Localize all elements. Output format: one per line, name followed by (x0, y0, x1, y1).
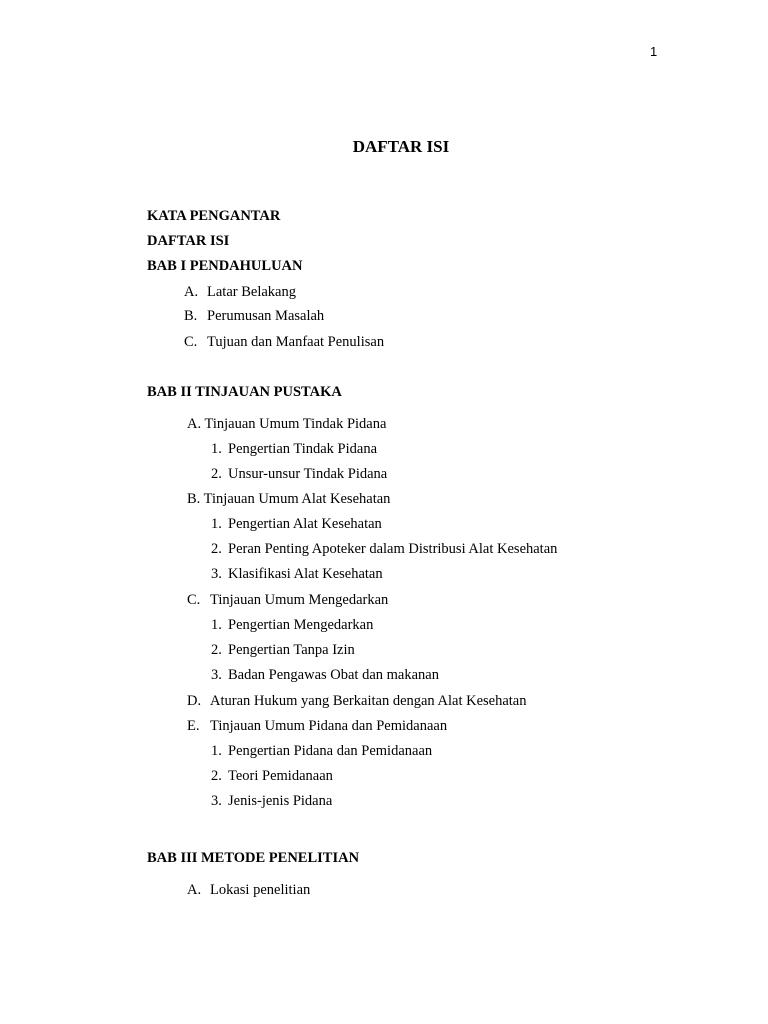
list-marker: 1. (211, 743, 222, 759)
toc-item-text: Tinjauan Umum Tindak Pidana (204, 416, 387, 432)
toc-item-text: Badan Pengawas Obat dan makanan (228, 667, 439, 683)
list-marker: B. (184, 308, 198, 324)
list-marker: 3. (211, 667, 222, 683)
toc-bab1-item (184, 333, 384, 351)
toc-daftar-isi: DAFTAR ISI (147, 233, 230, 249)
toc-bab2-subitem (211, 540, 557, 558)
list-marker: 2. (211, 642, 222, 658)
toc-item-text: Tujuan dan Manfaat Penulisan (207, 334, 385, 350)
toc-item-text: Teori Pemidanaan (228, 768, 333, 784)
toc-bab2-subitem (211, 792, 332, 810)
toc-item-text: Peran Penting Apoteker dalam Distribusi Alat Kesehatan (228, 541, 558, 557)
toc-item-text: Jenis-jenis Pidana (228, 793, 333, 809)
list-marker: C. (184, 334, 198, 350)
toc-bab2-section (187, 591, 388, 609)
list-marker: 3. (211, 566, 222, 582)
toc-item-text: Tinjauan Umum Pidana dan Pemidanaan (210, 718, 448, 734)
toc-item-text: Pengertian Tanpa Izin (228, 642, 355, 658)
toc-bab2-subitem (211, 767, 333, 785)
list-marker: D. (187, 693, 202, 709)
list-marker: 1. (211, 617, 222, 633)
page-title: DAFTAR ISI (352, 137, 450, 156)
toc-item-text: Pengertian Pidana dan Pemidanaan (228, 743, 433, 759)
list-marker: E. (187, 718, 200, 734)
toc-item-text: Tinjauan Umum Alat Kesehatan (203, 491, 391, 507)
list-marker: 1. (211, 441, 222, 457)
list-marker: 2. (211, 466, 222, 482)
toc-bab2-subitem (211, 742, 432, 760)
page-number: 1 (650, 44, 658, 59)
toc-item-text: Klasifikasi Alat Kesehatan (228, 566, 383, 582)
toc-bab2-subitem (211, 565, 383, 583)
list-marker: C. (187, 592, 201, 608)
list-marker: A. (187, 416, 202, 432)
toc-bab2-subitem (211, 515, 382, 533)
toc-bab2-subitem (211, 641, 355, 659)
toc-bab2-subitem (211, 465, 387, 483)
toc-bab2-heading: BAB II TINJAUAN PUSTAKA (147, 384, 342, 400)
toc-bab2-section (187, 717, 447, 735)
toc-bab2-subitem (211, 616, 373, 634)
toc-bab2-subitem (211, 440, 377, 458)
list-marker: B. (187, 491, 201, 507)
toc-bab2-section (187, 490, 390, 508)
toc-bab2-section (187, 692, 527, 710)
list-marker: 1. (211, 516, 222, 532)
toc-item-text: Pengertian Tindak Pidana (228, 441, 378, 457)
toc-item-text: Tinjauan Umum Mengedarkan (210, 592, 389, 608)
list-marker: 3. (211, 793, 222, 809)
toc-kata-pengantar: KATA PENGANTAR (147, 208, 281, 224)
toc-bab2-section (187, 415, 386, 433)
toc-bab3-heading: BAB III METODE PENELITIAN (147, 850, 360, 866)
toc-item-text: Latar Belakang (207, 284, 296, 300)
toc-bab1-item (184, 307, 324, 325)
toc-item-text: Perumusan Masalah (207, 308, 325, 324)
toc-item-text: Aturan Hukum yang Berkaitan dengan Alat Kesehatan (210, 693, 527, 709)
list-marker: 2. (211, 768, 222, 784)
list-marker: A. (184, 284, 199, 300)
toc-item-text: Unsur-unsur Tindak Pidana (228, 466, 388, 482)
toc-bab1-heading: BAB I PENDAHULUAN (147, 258, 303, 274)
toc-item-text: Pengertian Alat Kesehatan (228, 516, 382, 532)
toc-bab1-item (184, 283, 296, 301)
toc-bab2-subitem (211, 666, 439, 684)
toc-item-text: Lokasi penelitian (210, 882, 311, 898)
list-marker: A. (187, 882, 202, 898)
list-marker: 2. (211, 541, 222, 557)
toc-bab3-item (187, 881, 310, 899)
toc-item-text: Pengertian Mengedarkan (228, 617, 374, 633)
